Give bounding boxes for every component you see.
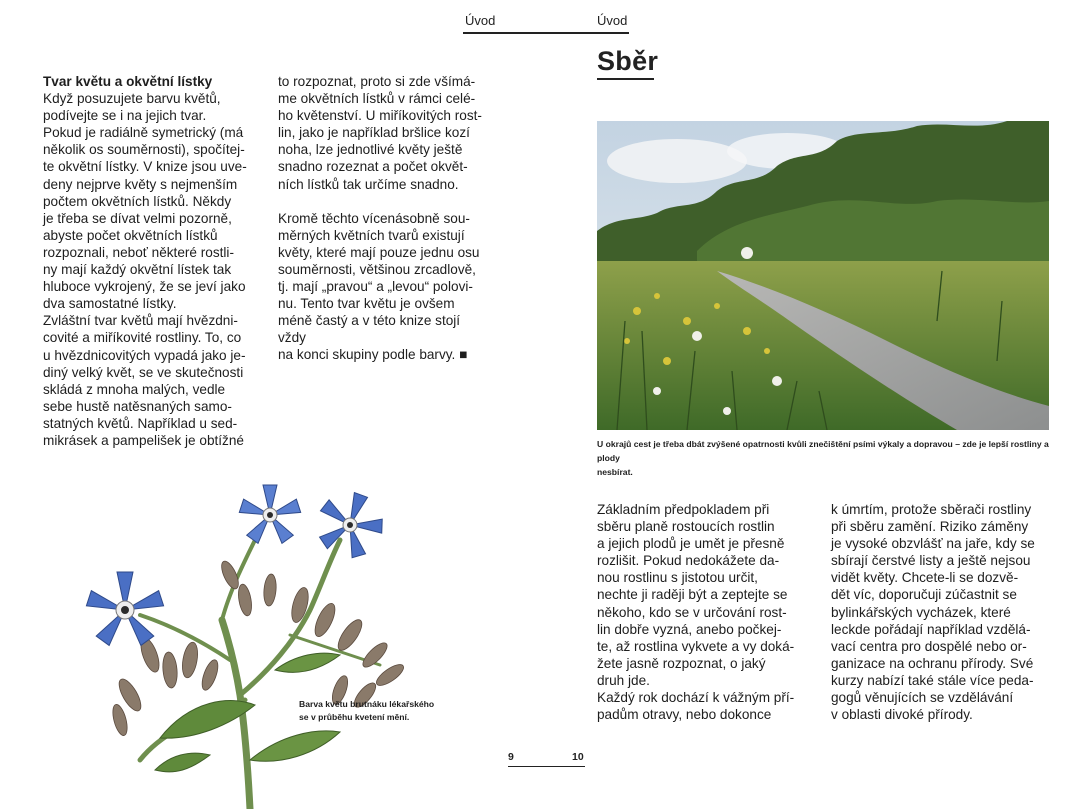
text-line: te, až rostlina vykvete a vy doká-: [597, 638, 795, 654]
text-line: podívejte se i na jejich tvar.: [43, 108, 207, 124]
running-header-right: Úvod: [597, 13, 628, 28]
text-line: mikrásek a pampelišek je obtížné: [43, 432, 244, 448]
text-line: Když posuzujete barvu květů,: [43, 91, 221, 107]
text-line: je vysoké obzvlášť na jaře, kdy se: [831, 536, 1035, 552]
text-line: Zvláštní tvar květů mají hvězdni-: [43, 313, 238, 329]
text-line: druh jde.: [597, 672, 650, 688]
text-line: a jejich plodů je umět je přesně: [597, 536, 785, 552]
text-line: sbírají čerstvé listy a ještě nejsou: [831, 553, 1031, 569]
text-line: květy, které mají pouze jednu osu: [278, 244, 480, 260]
text-line: diný velký květ, se ve skutečnosti: [43, 364, 244, 380]
text-line: padům otravy, nebo dokonce: [597, 707, 772, 723]
left-column-a: [43, 73, 255, 449]
text-line: ho květenství. U miříkovitých rost-: [278, 108, 482, 124]
text-line: vidět květy. Chcete-li se dozvě-: [831, 570, 1019, 586]
text-line: lin, jako je například bršlice kozí: [278, 125, 470, 141]
text-line: me okvětních lístků v rámci celé-: [278, 91, 476, 107]
illustration-caption: [299, 698, 449, 724]
header-rule: [463, 32, 629, 34]
text-line: nu. Tento tvar květu je ovšem: [278, 296, 455, 312]
text-line: měrných květních tvarů existují: [278, 227, 465, 243]
text-line: abyste počet okvětních lístků: [43, 227, 218, 243]
text-line: tj. mají „pravou“ a „levou“ polovi-: [278, 279, 473, 295]
text-line: dva samostatné lístky.: [43, 296, 177, 312]
field-path-photo: [597, 121, 1049, 430]
text-line: sebe hustě natěsnaných samo-: [43, 398, 232, 414]
borage-flower-illustration: [40, 470, 500, 809]
field-path-photo-svg: [597, 121, 1049, 430]
section-heading: Tvar květu a okvětní lístky: [43, 74, 213, 89]
text-line: Pokud je radiálně symetrický (má: [43, 125, 244, 141]
text-line: bylinkářských vycházek, které: [831, 604, 1011, 620]
caption-line: U okrajů cest je třeba dbát zvýšené opatrnosti kvůli znečištění psími výkaly a dopravou – zde je lepší rostliny a plody: [597, 439, 1049, 463]
text-line: souměrnosti, většinou zrcadlově,: [278, 261, 476, 277]
page-title: Sběr: [597, 46, 659, 76]
text-line: ganizace na ochranu přírody. Své: [831, 655, 1034, 671]
text-line: sběru planě rostoucích rostlin: [597, 519, 775, 535]
folio-rule: [508, 766, 585, 767]
text-line: někoho, kdo se v určování rost-: [597, 604, 787, 620]
paragraph-gap: [278, 193, 490, 210]
text-line: gogů věnujících se vzdělávání: [831, 690, 1014, 706]
text-line: leckde pořádají například vzdělá-: [831, 621, 1031, 637]
photo-caption: [597, 437, 1049, 479]
text-line: rozpoznali, neboť některé rostli-: [43, 244, 234, 260]
text-line: lin dobře vyzná, anebo počkej-: [597, 621, 782, 637]
text-line: méně častý a v této knize stojí vždy: [278, 313, 461, 346]
running-header-left: Úvod: [465, 13, 496, 28]
text-line: počtem okvětních lístků. Někdy: [43, 193, 232, 209]
title-underline: [597, 78, 654, 80]
caption-line: Barva květu brutnáku lékařského: [299, 699, 435, 709]
text-line: statných květů. Například u sed-: [43, 415, 238, 431]
text-line: covité a miříkovité rostliny. To, co: [43, 330, 242, 346]
caption-line: nesbírat.: [597, 467, 633, 477]
text-line: Každý rok dochází k vážným pří-: [597, 690, 795, 706]
borage-illustration-svg: [40, 470, 500, 809]
right-column-c: [597, 501, 811, 723]
left-page: [0, 0, 540, 809]
text-line: dět víc, doporučuji zúčastnit se: [831, 587, 1017, 603]
text-line: noha, lze jednotlivé květy ještě: [278, 142, 463, 158]
caption-line: se v průběhu kvetení mění.: [299, 712, 410, 722]
text-line: u hvězdnicovitých vypadá jako je-: [43, 347, 246, 363]
text-line: ních lístků tak určíme snadno.: [278, 176, 459, 192]
text-line: Kromě těchto vícenásobně sou-: [278, 210, 470, 226]
text-line: hluboce vykrojený, že se jeví jako: [43, 279, 246, 295]
text-line: při sběru zamění. Riziko záměny: [831, 519, 1029, 535]
text-line: nou rostlinu s jistotou určit,: [597, 570, 758, 586]
text-line: deny nejprve květy s nejmenším: [43, 176, 238, 192]
text-line: skládá z mnoha malých, vedle: [43, 381, 226, 397]
text-line: ny mají každý okvětní lístek tak: [43, 262, 232, 278]
text-line: Základním předpokladem při: [597, 502, 770, 517]
text-line: k úmrtím, protože sběrači rostliny: [831, 502, 1032, 517]
text-line: rozlišit. Pokud nedokážete da-: [597, 553, 780, 569]
right-column-d: [831, 501, 1045, 723]
text-line: žete jasně rozpoznat, o jaký: [597, 655, 766, 671]
text-line: te okvětní lístky. V knize jsou uve-: [43, 159, 247, 175]
text-line: vací centra pro dospělé nebo or-: [831, 638, 1027, 654]
column-a-text: [43, 90, 255, 449]
text-line: kurzy nabízí také stále více peda-: [831, 672, 1034, 688]
text-line: snadno rozeznat a počet okvět-: [278, 159, 468, 175]
text-line: to rozpoznat, proto si zde všímá-: [278, 74, 476, 89]
page-number-right: 10: [572, 751, 584, 763]
left-column-b: [278, 73, 490, 364]
text-line: v oblasti divoké přírody.: [831, 707, 973, 723]
page-number-left: 9: [508, 751, 514, 763]
text-line: několik os souměrnosti), spočítej-: [43, 142, 245, 158]
text-line: na konci skupiny podle barvy. ■: [278, 347, 468, 363]
text-line: je třeba se dívat velmi pozorně,: [43, 210, 232, 226]
text-line: nechte ji raději být a zeptejte se: [597, 587, 788, 603]
